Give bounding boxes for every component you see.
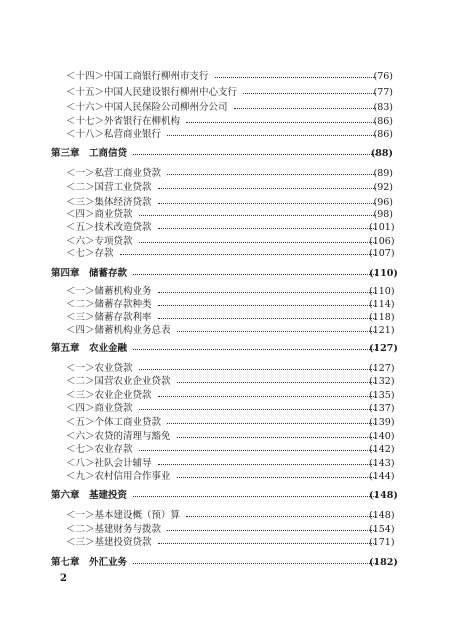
dot-leader [158,318,376,319]
toc-label: ＜十七＞外省银行在柳机构 [66,116,181,127]
dot-leader [177,477,376,478]
dot-leader [139,215,376,216]
toc-label: ＜十六＞中国人民保险公司柳州分公司 [66,102,228,113]
toc-page: (148) [369,490,398,501]
toc-page: (92) [373,182,393,193]
toc-label: ＜三＞集体经济贷款 [66,197,152,208]
toc-page: (144) [369,471,395,482]
page-number: 2 [60,573,67,584]
toc-label: 第七章 外汇业务 [51,557,128,568]
toc-label: ＜四＞商业贷款 [66,209,133,220]
toc-label: 第五章 农业金融 [51,343,128,354]
dot-leader [186,122,376,123]
toc-page: (114) [369,299,395,310]
dot-leader [158,543,376,544]
toc-page: (77) [373,87,393,98]
toc-page: (101) [369,222,395,233]
dot-leader [186,516,376,517]
dot-leader [158,396,376,397]
dot-leader [243,93,376,94]
dot-leader [139,409,376,410]
toc-label: ＜二＞基建财务与拨款 [66,524,162,535]
toc-label: ＜三＞基建投资贷款 [66,537,152,548]
toc-label: ＜五＞个体工商业贷款 [66,417,162,428]
toc-entry-chapter [0,146,450,162]
toc-page: (86) [373,129,393,140]
dot-leader [177,437,376,438]
toc-label: ＜二＞储蓄存款种类 [66,299,152,310]
dot-leader [133,349,376,350]
dot-leader [133,496,376,497]
toc-page: (96) [373,197,393,208]
dot-leader [177,331,376,332]
dot-leader [167,423,376,424]
toc-page: (143) [369,458,395,469]
toc-page: (148) [369,510,395,521]
toc-page: (98) [373,209,393,220]
toc-label: ＜二＞国营农业企业贷款 [66,376,171,387]
toc-entry-sub [0,469,450,485]
toc-page: (76) [373,71,393,82]
toc-label: ＜三＞农业企业贷款 [66,390,152,401]
dot-leader [167,530,376,531]
toc-page: (83) [373,102,393,113]
toc-label: ＜十五＞中国人民建设银行柳州中心支行 [66,87,238,98]
toc-page: (140) [369,431,395,442]
toc-entry-sub [0,246,450,262]
toc-page: (107) [369,248,395,259]
dot-leader [158,228,376,229]
dot-leader [167,174,376,175]
toc-page: (106) [369,236,395,247]
toc-label: ＜十四＞中国工商银行柳州市支行 [66,71,209,82]
toc-entry-sub [0,85,450,101]
dot-leader [139,450,376,451]
toc-entry-sub [0,180,450,196]
toc-label: 第四章 储蓄存款 [51,268,128,279]
toc-entry-sub [0,535,450,551]
toc-entry-sub [0,323,450,339]
toc-page: (127) [369,343,398,354]
dot-leader [158,464,376,465]
toc-page: (171) [369,537,395,548]
toc-label: ＜九＞农村信用合作事业 [66,471,171,482]
toc-page: (127) [369,363,395,374]
toc-page: (182) [369,557,398,568]
toc-page: (137) [369,403,395,414]
toc-entry-chapter [0,341,450,357]
toc-label: ＜一＞基本建设概（预）算 [66,510,181,521]
dot-leader [158,305,376,306]
toc-page: (121) [369,325,395,336]
toc-page: (154) [369,524,395,535]
dot-leader [234,108,376,109]
toc-entry-chapter [0,488,450,504]
toc-label: ＜七＞存款 [66,248,114,259]
toc-page: (118) [369,312,395,323]
toc-page: (132) [369,376,395,387]
toc-entry-chapter [0,555,450,571]
toc-label: 第六章 基建投资 [51,490,128,501]
toc-label: ＜十八＞私营商业银行 [66,129,162,140]
toc-label: ＜四＞储蓄机构业务总表 [66,325,171,336]
toc-label: 第三章 工商信贷 [51,148,128,159]
dot-leader [215,77,376,78]
toc-label: ＜三＞储蓄存款利率 [66,312,152,323]
toc-page: (142) [369,444,395,455]
toc-page: (88) [370,148,393,159]
toc-label: ＜一＞私营工商业贷款 [66,168,162,179]
toc-page: (135) [369,390,395,401]
dot-leader [139,369,376,370]
dot-leader [133,274,376,275]
toc-entry-sub [0,69,450,85]
toc-label: ＜五＞技术改造贷款 [66,222,152,233]
dot-leader [139,242,376,243]
toc-label: ＜一＞储蓄机构业务 [66,286,152,297]
toc-page: (86) [373,116,393,127]
toc-label: ＜八＞社队会计辅导 [66,458,152,469]
dot-leader [133,154,376,155]
toc-label: ＜四＞商业贷款 [66,403,133,414]
dot-leader [158,292,376,293]
toc-label: ＜六＞专项贷款 [66,236,133,247]
dot-leader [133,563,376,564]
toc-page: (89) [373,168,393,179]
dot-leader [177,382,376,383]
toc-entry-chapter [0,266,450,282]
toc-page: (110) [369,268,398,279]
toc-page: (110) [369,286,395,297]
toc-entry-sub [0,127,450,143]
dot-leader [167,135,376,136]
toc-page: (139) [369,417,395,428]
toc-label: ＜七＞农业存款 [66,444,133,455]
dot-leader [158,188,376,189]
toc-label: ＜六＞农贷的清理与豁免 [66,431,171,442]
toc-label: ＜一＞农业贷款 [66,363,133,374]
dot-leader [158,203,376,204]
dot-leader [120,254,376,255]
toc-label: ＜二＞国营工业贷款 [66,182,152,193]
